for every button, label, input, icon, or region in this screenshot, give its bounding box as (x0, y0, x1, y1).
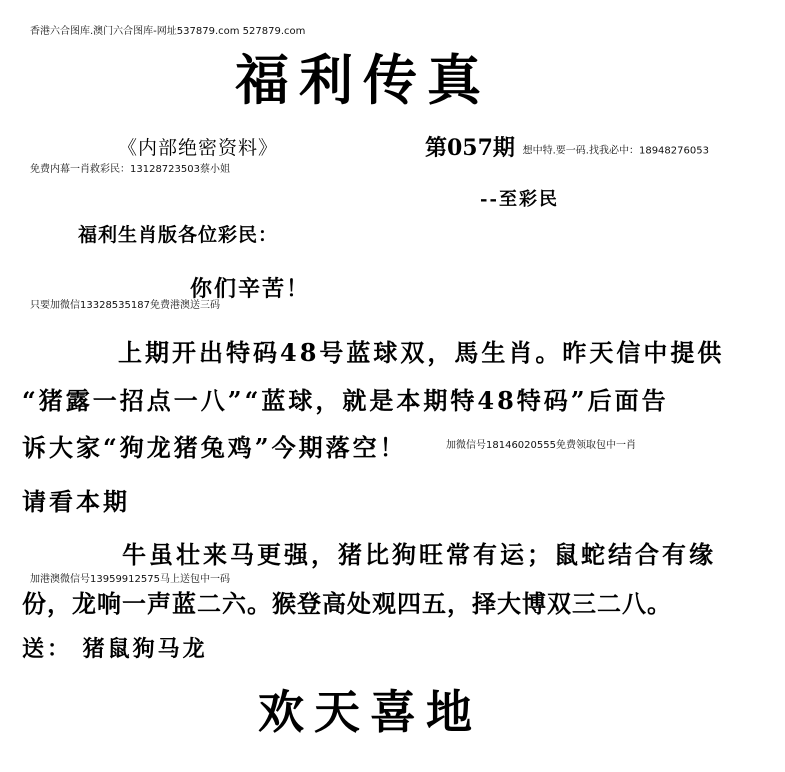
body-line-4: 请看本期 (22, 487, 130, 516)
send-line: 送： 猪鼠狗马龙 (22, 636, 208, 662)
body-line-5: 牛虽壮来马更强，猪比狗旺常有运；鼠蛇结合有缘 (122, 540, 716, 569)
issue-block (425, 131, 709, 162)
footer-title: 欢天喜地 (258, 685, 482, 739)
free-note: 免费内幕一肖救彩民：13128723503蔡小姐 (30, 164, 230, 175)
thanks-line: 你们辛苦！ (190, 276, 311, 302)
body-line-3: 诉大家“狗龙猪兔鸡”今期落空！ (22, 433, 407, 462)
wechat-note-1: 只要加微信13328535187免费港澳送三码 (30, 300, 220, 311)
header-note: 香港六合图库.澳门六合图库-网址537879.com 527879.com (30, 26, 306, 37)
page-title: 福利传真 (235, 48, 491, 112)
body-line-1: 上期开出特码48号蓝球双，馬生肖。昨天信中提供 (118, 338, 725, 367)
subtitle: 《内部绝密资料》 (118, 137, 279, 159)
body-line-6: 份，龙响一声蓝二六。猴登高处观四五，择大博双三二八。 (22, 589, 672, 618)
wechat-note-3: 加港澳微信号13959912575马上送包中一码 (30, 574, 230, 585)
author: --至彩民 (480, 189, 559, 210)
greeting: 福利生肖版各位彩民： (78, 224, 279, 246)
issue-note: 想中特.要一码.找我必中：18948276053 (522, 145, 709, 157)
wechat-note-2: 加微信号18146020555免费领取包中一肖 (446, 440, 636, 451)
issue-label: 第057期 (425, 135, 515, 161)
body-line-2: “猪露一招点一八”“蓝球，就是本期特48特码”后面告 (22, 386, 669, 415)
